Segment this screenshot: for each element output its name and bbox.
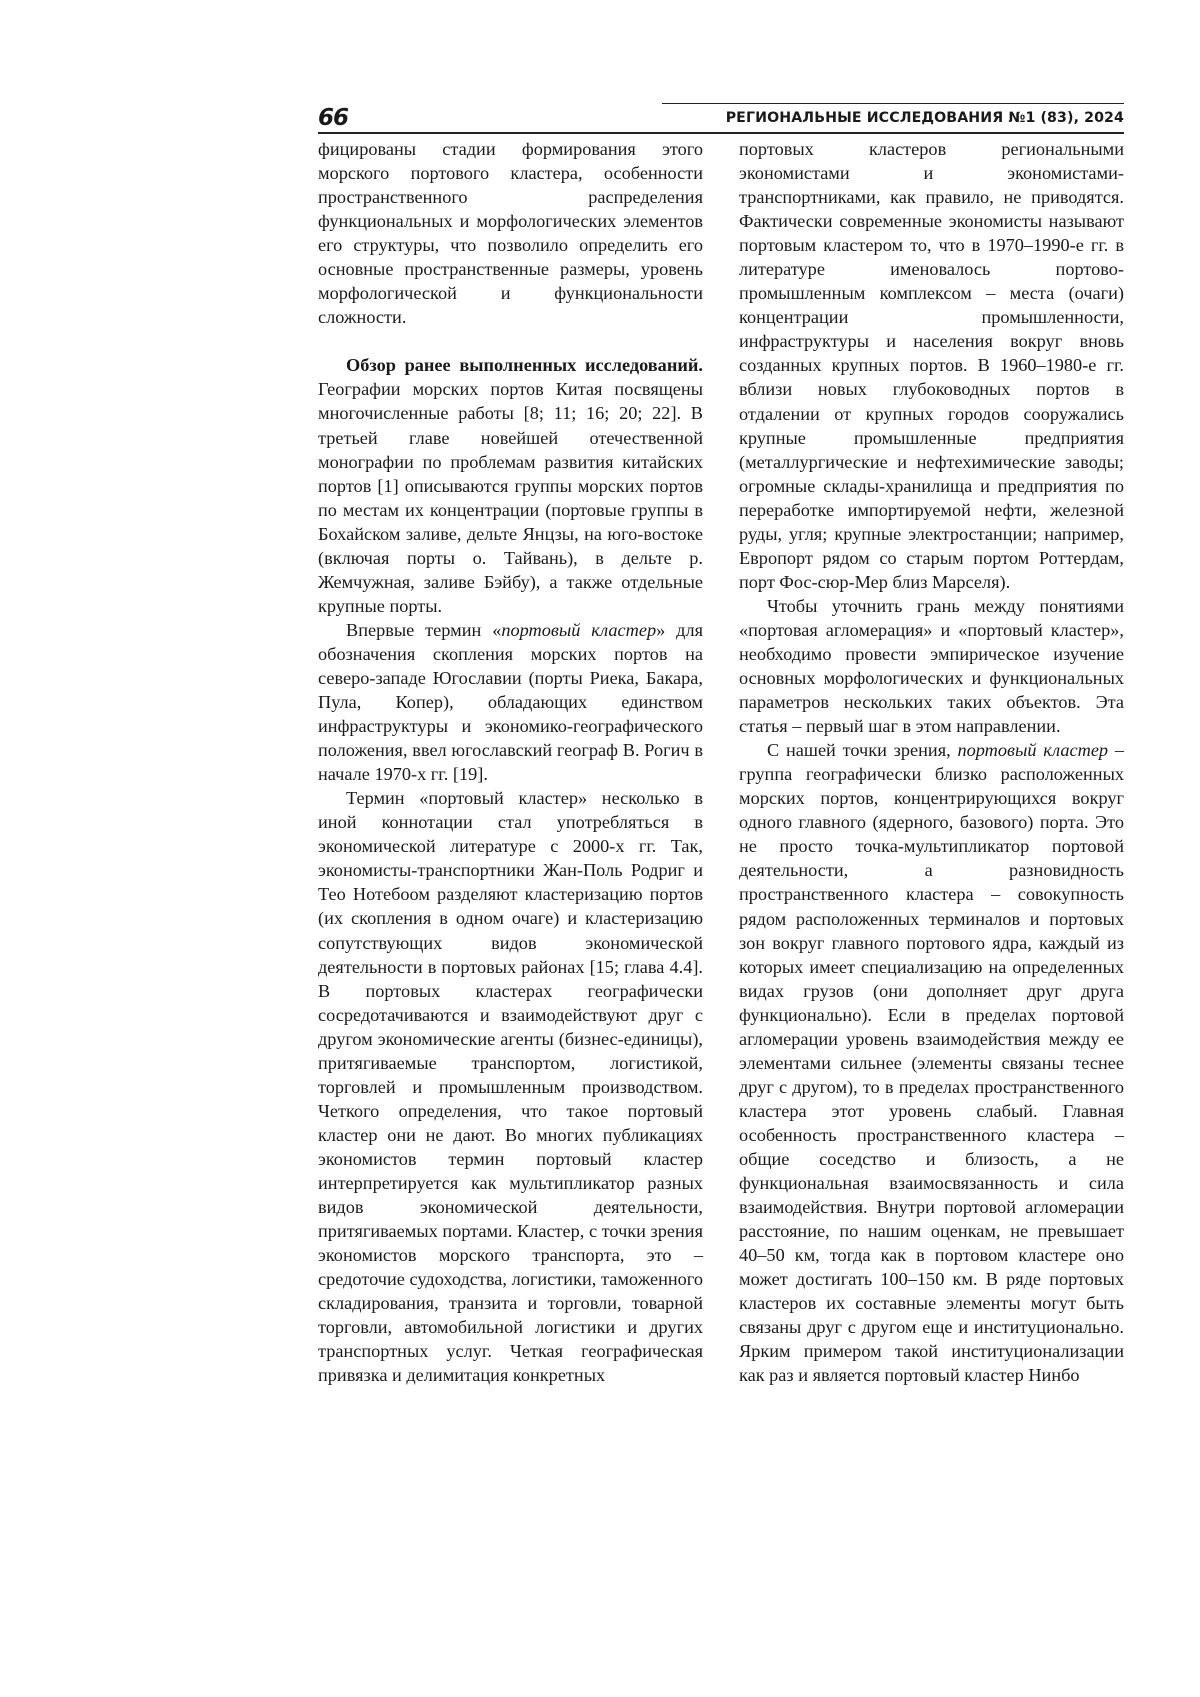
left-paragraph-2: [318, 353, 703, 618]
right-paragraph-1: портовых кластеров региональными экономистами и экономистами-транспортниками, как правило, не приводятся. Фактически современные экономисты называют портовым кластером то, что в 1970–1990-е гг. в литературе именовалось портово-промышленным комплексом – места (очаги) концентрации промышленности, инфраструктуры и населения вокруг вновь созданных крупных портов. В 1960–1980-е гг. вблизи новых глубоководных портов в отдалении от крупных городов сооружались крупные промышленные предприятия (металлургические и нефтехимические заводы; огромные склады-хранилища и предприятия по переработке импортируемой нефти, железной руды, угля; крупные электростанции; например, Европорт рядом со старым портом Роттердам, порт Фос-сюр-Мер близ Марселя).: [739, 139, 1124, 592]
journal-title: РЕГИОНАЛЬНЫЕ ИССЛЕДОВАНИЯ №1 (83), 2024: [725, 110, 1124, 126]
term-port-cluster-definition: портовый кластер: [957, 740, 1109, 761]
right-paragraph-3-start: С нашей точки зрения,: [767, 740, 958, 761]
left-paragraph-4: Термин «портовый кластер» несколько в иной коннотации стал употребляться в экономической литературе с 2000-х гг. Так, экономисты-транспортники Жан-Поль Родриг и Тео Нотебоом разделяют кластеризацию портов (их скопления в одном очаге) и кластеризацию сопутствующих видов экономической деятельности в портовых районах [15; глава 4.4]. В портовых кластерах географически сосредотачиваются и взаимодействуют друг с другом экономические агенты (бизнес-единицы), притягиваемые транспортом, логистикой, торговлей и промышленным производством. Четкого определения, что такое портовый кластер они не дают. Во многих публикациях экономистов термин портовый кластер интерпретируется как мультипликатор разных видов экономической деятельности, притягиваемых портами. Кластер, с точки зрения экономистов морского транспорта, это – средоточие судоходства, логистики, таможенного складирования, транзита и торговли, товарной торговли, автомобильной логистики и других транспортных услуг. Четкая географическая привязка и делимитация конкретных: [318, 788, 703, 1386]
right-paragraph-2: Чтобы уточнить грань между понятиями «портовая агломерация» и «портовый кластер», необходимо провести эмпирическое изучение основных морфологических и функциональных параметров нескольких таких объектов. Эта статья – первый шаг в этом направлении.: [739, 595, 1124, 737]
running-header: [318, 103, 1124, 135]
left-paragraph-1: фицированы стадии формирования этого морского портового кластера, особенности пространственного распределения функциональных и морфологических элементов его структуры, что позволило определить его основные пространственные размеры, уровень морфологической и функциональности сложности.: [318, 139, 703, 328]
left-paragraph-3: [318, 618, 703, 786]
left-column: [318, 137, 703, 1387]
left-paragraph-3-start: Впервые термин «: [346, 619, 502, 640]
header-rule-top: [662, 103, 1124, 104]
left-paragraph-2-text: Географии морских портов Китая посвящены многочисленные работы [8; 11; 16; 20; 22]. В третьей главе новейшей отечественной монографии по проблемам развития китайских портов [1] описываются группы морских портов по местам их концентрации (портовые группы в Бохайском заливе, дельте Янцзы, на юго-востоке (включая порты о. Тайвань), в дельте р. Жемчужная, заливе Бэйбу), а также отдельные крупные порты.: [318, 379, 703, 616]
right-paragraph-3: [739, 738, 1124, 1387]
right-paragraph-3-end: – группа географически близко расположенных морских портов, концентрирующихся вокруг одного главного (ядерного, базового) порта. Это не просто точка-мультипликатор портовой деятельности, а разновидность пространственного кластера – совокупность рядом расположенных терминалов и портовых зон вокруг главного портового ядра, каждый из которых имеет специализацию на определенных видах грузов (они дополняет друг друга функционально). Если в пределах портовой агломерации уровень взаимодействия между ее элементами сильнее (элементы связаны теснее друг с другом), то в пределах пространственного кластера этот уровень слабый. Главная особенность пространственного кластера – общие соседство и близость, а не функциональная взаимосвязанность и сила взаимодействия. Внутри портовой агломерации расстояние, по нашим оценкам, не превышает 40–50 км, тогда как в портовом кластере оно может достигать 100–150 км. В ряде портовых кластеров их составные элементы могут быть связаны друг с другом еще и институционально. Ярким примером такой институционализации как раз и является портовый кластер Нинбо: [739, 740, 1124, 1386]
header-rule-bottom: [318, 132, 1124, 134]
section-heading: Обзор ранее выполненных исследований.: [346, 355, 703, 376]
page-number: 66: [318, 105, 349, 131]
left-paragraph-3-end: » для обозначения скопления морских портов на северо-западе Югославии (порты Риека, Бакара, Пула, Копер), обладающих единством инфраструктуры и экономико-географического положения, ввел югославский географ В. Рогич в начале 1970-х гг. [19].: [318, 619, 703, 785]
term-port-cluster: портовый кластер: [501, 619, 657, 640]
right-column: [739, 137, 1124, 1387]
